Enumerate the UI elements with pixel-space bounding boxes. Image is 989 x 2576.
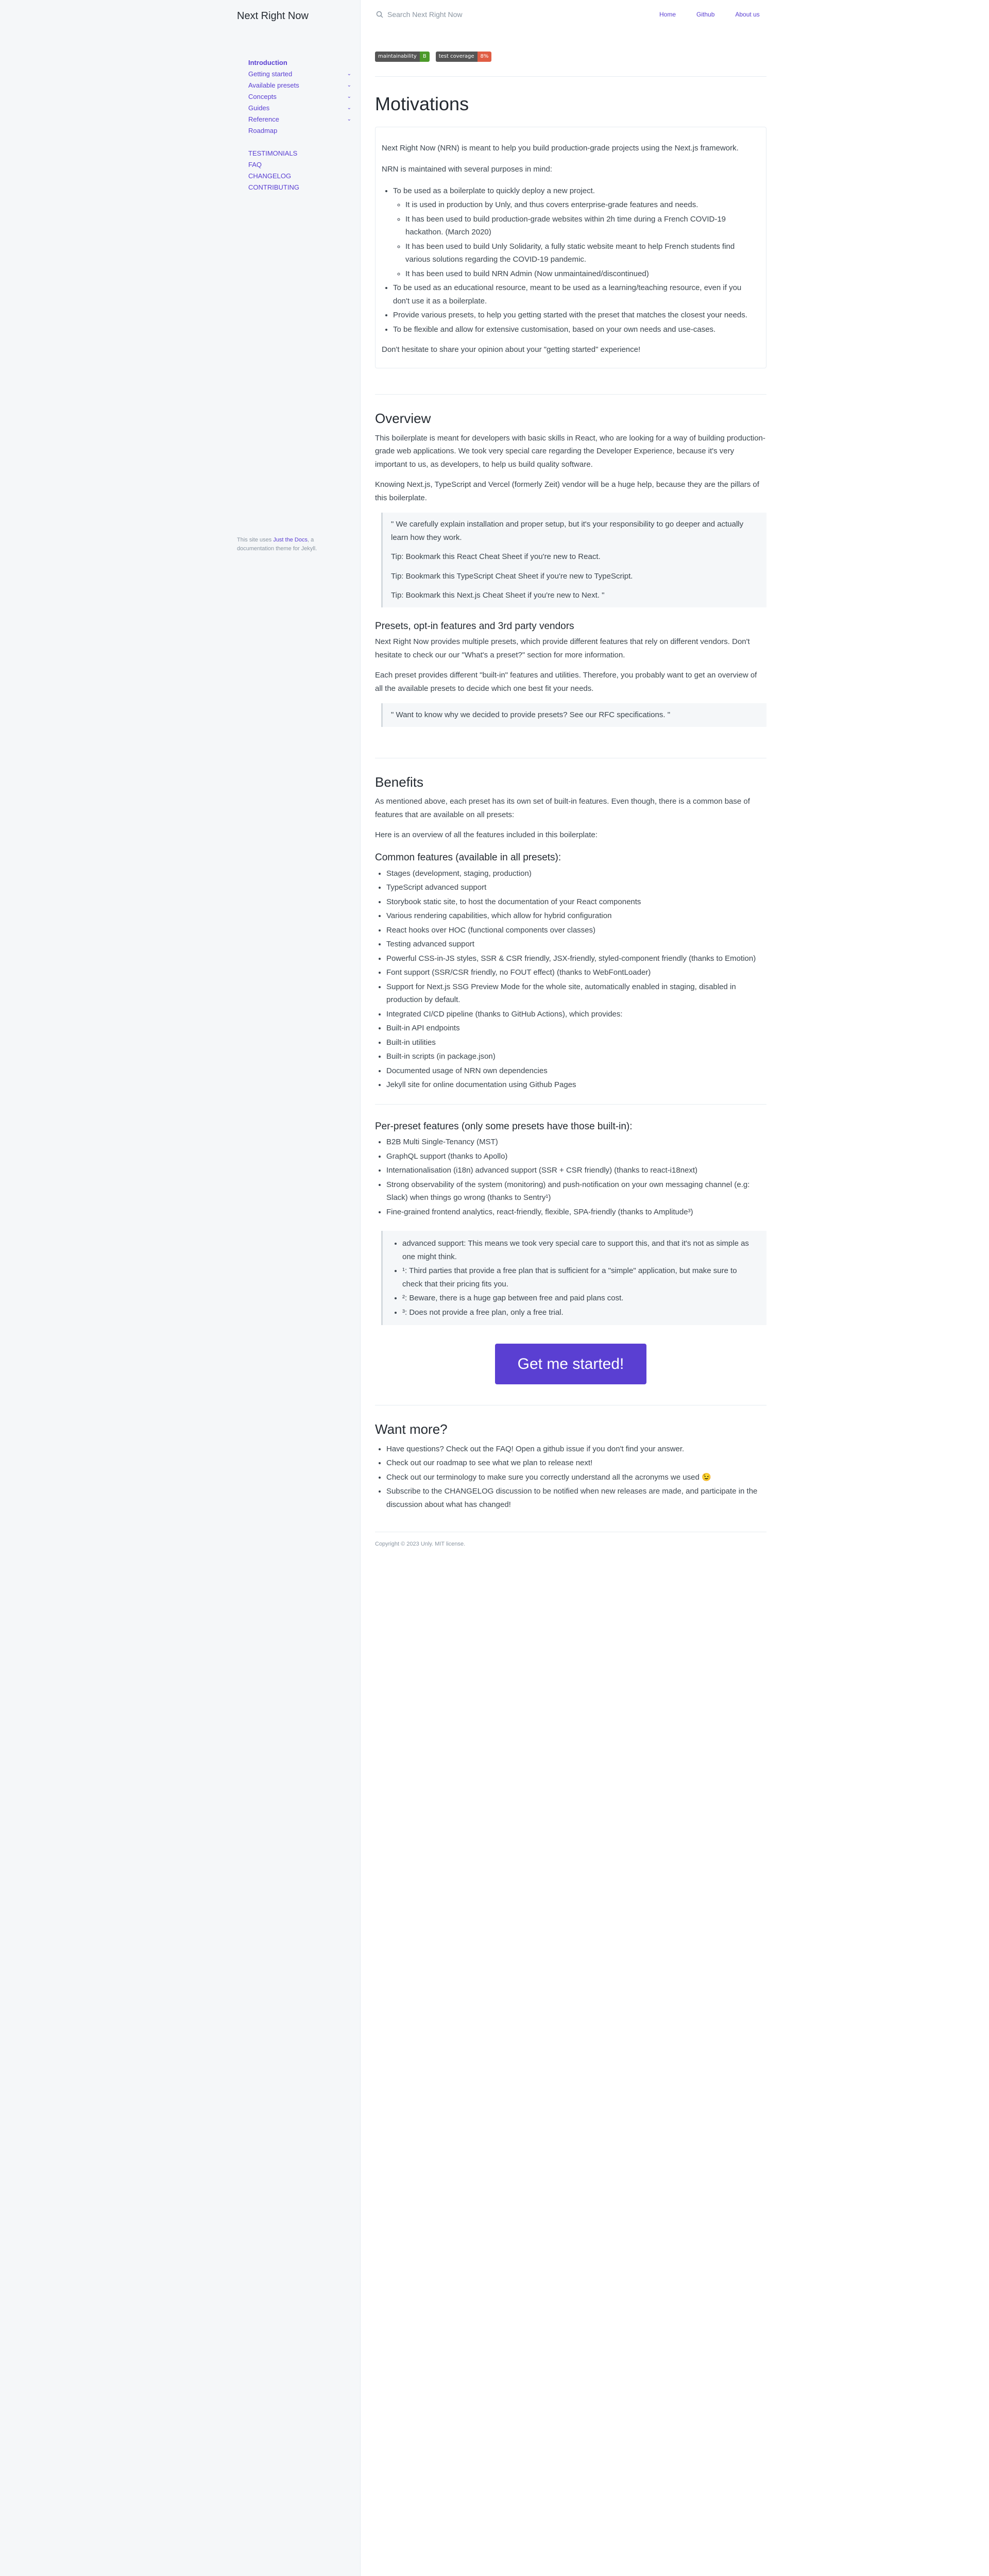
list-item: ◦ It has been used to build NRN Admin (Now unmaintained/discontinued): [405, 267, 760, 281]
maintainability-badge[interactable]: [375, 52, 430, 62]
sidebar-item-contributing[interactable]: [248, 182, 356, 193]
badge-value: B: [420, 52, 430, 62]
list-item: [393, 198, 760, 280]
sidebar-item-label: Guides: [248, 104, 270, 112]
sidebar-item-label: CONTRIBUTING: [248, 183, 299, 191]
quote-text: " We carefully explain installation and proper setup, but it's your responsibility to go deeper and actually learn how they work.: [391, 520, 744, 542]
list-item: • Built-in scripts (in package.json): [386, 1050, 766, 1063]
share-text: Don't hesitate to share your opinion about your "getting started" experience!: [382, 345, 641, 354]
list-item: • Fine-grained frontend analytics, react-friendly, flexible, SPA-friendly (thanks to Amplitude³): [386, 1206, 766, 1219]
list-item: • Built-in utilities: [386, 1036, 766, 1049]
sidebar-divider: [248, 137, 356, 147]
motivations-maintained: NRN is maintained with several purposes in mind:: [382, 165, 552, 174]
list-item: • Built-in API endpoints: [386, 1022, 766, 1035]
badge-key: test coverage: [436, 52, 478, 62]
chevron-down-icon[interactable]: ⌄: [347, 94, 351, 99]
sidebar-item-reference[interactable]: [248, 114, 356, 125]
motivations-intro: Next Right Now (NRN) is meant to help you build production-grade projects using the Next.js framework.: [382, 143, 739, 152]
notes-quote: [381, 1231, 766, 1325]
chevron-down-icon[interactable]: ⌄: [347, 105, 351, 111]
list-item: • To be used as a boilerplate to quickly deploy a new project.: [393, 184, 760, 198]
search-input[interactable]: [387, 10, 521, 19]
divider: [375, 1104, 766, 1105]
sidebar-item-testimonials[interactable]: [248, 148, 356, 159]
common-features-list: [375, 867, 766, 1092]
sidebar-item-changelog[interactable]: [248, 171, 356, 181]
list-item: • Documented usage of NRN own dependencies: [386, 1064, 766, 1078]
sidebar-item-label: Roadmap: [248, 127, 278, 134]
sidebar-item-label: TESTIMONIALS: [248, 149, 298, 157]
list-item: • Powerful CSS-in-JS styles, SSR & CSR friendly, JSX-friendly, styled-component friendly (thanks to Emotion): [386, 952, 766, 965]
divider: [375, 394, 766, 395]
want-more-heading: Want more?: [375, 1421, 448, 1437]
copyright: Copyright © 2023 Unly. MIT license.: [375, 1541, 466, 1548]
sidebar-item-introduction[interactable]: [248, 58, 356, 68]
presets-quote: [381, 703, 766, 727]
chevron-down-icon[interactable]: ⌄: [347, 71, 351, 77]
main-content: [375, 52, 766, 1549]
sidebar: [0, 0, 361, 2576]
list-item: • Integrated CI/CD pipeline (thanks to GitHub Actions), which provides:: [386, 1008, 766, 1021]
presets-heading: Presets, opt-in features and 3rd party vendors: [375, 620, 574, 632]
nav-link-about-us[interactable]: About us: [735, 11, 760, 18]
sidebar-item-label: Available presets: [248, 81, 299, 89]
list-item: • Testing advanced support: [386, 938, 766, 951]
badges: [375, 52, 766, 62]
list-item: ◦ It is used in production by Unly, and thus covers enterprise-grade features and needs.: [405, 198, 760, 212]
tip-typescript: Tip: Bookmark this TypeScript Cheat Sheet if you're new to TypeScript.: [391, 571, 633, 581]
search-icon: [376, 11, 383, 18]
sidebar-item-faq[interactable]: [248, 160, 356, 170]
overview-p2: Knowing Next.js, TypeScript and Vercel (formerly Zeit) vendor will be a huge help, because they are the pillars of this boilerplate.: [375, 480, 759, 502]
sidebar-item-label: FAQ: [248, 161, 262, 168]
list-item: • Jekyll site for online documentation using Github Pages: [386, 1078, 766, 1092]
list-item: • Check out our roadmap to see what we plan to release next!: [386, 1456, 766, 1470]
list-item: ◦ It has been used to build production-grade websites within 2h time during a French COVID-19 hackathon. (March 2020): [405, 213, 760, 239]
list-item: • Check out our terminology to make sure you correctly understand all the acronyms we used 😉: [386, 1471, 766, 1484]
badge-key: maintainability: [375, 52, 420, 62]
sidebar-item-label: Getting started: [248, 70, 293, 78]
purpose-list: [382, 184, 760, 336]
common-features-heading: Common features (available in all presets):: [375, 852, 561, 863]
motivations-heading: Motivations: [375, 93, 469, 114]
benefits-p2: Here is an overview of all the features included in this boilerplate:: [375, 831, 598, 840]
list-item: • Strong observability of the system (monitoring) and push-notification on your own messaging channel (e.g: Slack) when things go wrong (thanks to Sentry¹): [386, 1178, 766, 1205]
top-nav: [659, 9, 760, 20]
list-item: • Have questions? Check out the FAQ! Open a github issue if you don't find your answer.: [386, 1443, 766, 1456]
quote-text: " Want to know why we decided to provide presets? See our RFC specifications. ": [391, 710, 671, 720]
just-the-docs-link[interactable]: Just the Docs: [273, 537, 308, 543]
nav-link-home[interactable]: Home: [659, 11, 676, 18]
list-item: • TypeScript advanced support: [386, 881, 766, 894]
list-item: • To be flexible and allow for extensive customisation, based on your own needs and use-cases.: [393, 323, 760, 336]
cta-wrap: [375, 1344, 766, 1384]
overview-p1: This boilerplate is meant for developers with basic skills in React, who are looking for a way of building production-grade web applications. We took very special care regarding the Developer Experience, because it's very important to us, as developers, to help us build quality software.: [375, 433, 765, 469]
list-item: • React hooks over HOC (functional components over classes): [386, 924, 766, 937]
want-more-list: [375, 1443, 766, 1512]
list-item: • GraphQL support (thanks to Apollo): [386, 1150, 766, 1163]
list-item: ◦ It has been used to build Unly Solidarity, a fully static website meant to help French students find various solutions regarding the COVID-19 pandemic.: [405, 240, 760, 266]
header: [361, 0, 989, 31]
benefits-p1: As mentioned above, each preset has its own set of built-in features. Even though, there is a common base of features that are available on all presets:: [375, 797, 750, 819]
list-item: • ³: Does not provide a free plan, only a free trial.: [402, 1306, 758, 1319]
search-bar[interactable]: [376, 8, 531, 21]
list-item: • ¹: Third parties that provide a free plan that is sufficient for a "simple" application, but make sure to check that their pricing fits you.: [402, 1264, 758, 1291]
motivations-card: [375, 127, 766, 368]
sidebar-item-label: Concepts: [248, 93, 277, 100]
list-item: • ²: Beware, there is a huge gap between free and paid plans cost.: [402, 1292, 758, 1305]
list-item: • B2B Multi Single-Tenancy (MST): [386, 1136, 766, 1149]
sidebar-nav: [237, 57, 356, 194]
list-item: • Provide various presets, to help you getting started with the preset that matches the closest your needs.: [393, 309, 760, 322]
list-item: • Storybook static site, to host the documentation of your React components: [386, 895, 766, 909]
chevron-down-icon[interactable]: ⌄: [347, 116, 351, 122]
sidebar-item-concepts[interactable]: [248, 92, 356, 102]
footer-text: This site uses: [237, 537, 274, 543]
sidebar-footer: [237, 536, 350, 553]
list-item: • Support for Next.js SSG Preview Mode for the whole site, automatically enabled in staging, disabled in production by default.: [386, 980, 766, 1007]
badge-value: 8%: [478, 52, 492, 62]
get-started-button[interactable]: Get me started!: [495, 1344, 647, 1384]
test-coverage-badge[interactable]: [436, 52, 492, 62]
list-item: • advanced support: This means we took very special care to support this, and that it's not as simple as one might think.: [402, 1237, 758, 1263]
overview-quote: [381, 513, 766, 607]
tip-react: Tip: Bookmark this React Cheat Sheet if you're new to React.: [391, 552, 601, 562]
chevron-down-icon[interactable]: ⌄: [347, 82, 351, 88]
presets-p2: Each preset provides different "built-in" features and utilities. Therefore, you probably want to get an overview of all the available presets to decide which one best fit your needs.: [375, 671, 757, 693]
sidebar-item-label: CHANGELOG: [248, 172, 292, 180]
sidebar-item-label: Reference: [248, 115, 279, 123]
list-item: • To be used as an educational resource, meant to be used as a learning/teaching resource, even if you don't use it as a boilerplate.: [393, 281, 760, 308]
list-item: • Font support (SSR/CSR friendly, no FOUT effect) (thanks to WebFontLoader): [386, 966, 766, 979]
notes-list: [391, 1237, 758, 1319]
sidebar-item-guides[interactable]: [248, 103, 356, 113]
divider: [375, 76, 766, 77]
per-preset-features-list: [375, 1136, 766, 1218]
list-item: • Subscribe to the CHANGELOG discussion to be notified when new releases are made, and participate in the discussion about what has changed!: [386, 1485, 766, 1511]
overview-heading: Overview: [375, 410, 431, 426]
sidebar-item-getting-started[interactable]: [248, 69, 356, 79]
sidebar-item-available-presets[interactable]: [248, 80, 356, 91]
site-brand[interactable]: Next Right Now: [237, 10, 309, 22]
benefits-heading: Benefits: [375, 774, 423, 790]
list-item: • Various rendering capabilities, which allow for hybrid configuration: [386, 909, 766, 923]
list-item: • Internationalisation (i18n) advanced support (SSR + CSR friendly) (thanks to react-i18next): [386, 1164, 766, 1177]
footer-text: , a documentation theme for Jekyll.: [237, 537, 317, 552]
per-preset-heading: Per-preset features (only some presets have those built-in):: [375, 1121, 633, 1132]
list-item: • Stages (development, staging, production): [386, 867, 766, 880]
sidebar-item-roadmap[interactable]: [248, 126, 356, 136]
nav-link-github[interactable]: Github: [696, 11, 715, 18]
sidebar-item-label: Introduction: [248, 59, 287, 66]
tip-nextjs: Tip: Bookmark this Next.js Cheat Sheet if you're new to Next. ": [391, 591, 605, 600]
presets-p1: Next Right Now provides multiple presets, which provide different features that rely on different vendors. Don't hesitate to check our our "What's a preset?" section for more information.: [375, 637, 750, 659]
